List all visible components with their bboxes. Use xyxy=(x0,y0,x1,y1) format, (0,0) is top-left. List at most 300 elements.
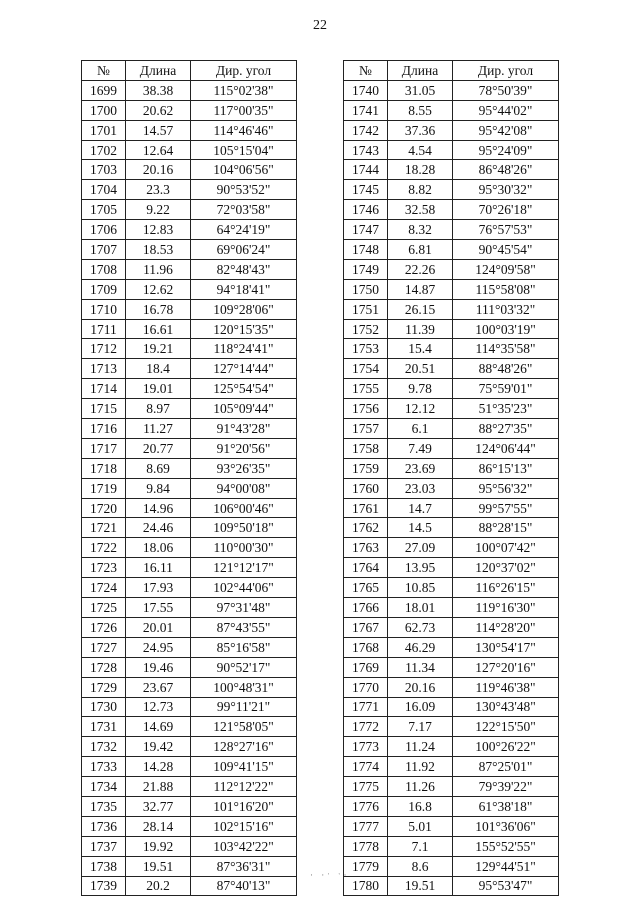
table-row xyxy=(82,478,297,498)
table-row xyxy=(82,578,297,598)
cell-length: 18.28 xyxy=(388,160,453,180)
cell-angle: 61°38'18" xyxy=(453,796,559,816)
cell-length: 8.55 xyxy=(388,100,453,120)
cell-angle: 124°06'44" xyxy=(453,438,559,458)
cell-angle: 122°15'50" xyxy=(453,717,559,737)
cell-angle: 121°12'17" xyxy=(191,558,297,578)
cell-number: 1753 xyxy=(344,339,388,359)
cell-number: 1780 xyxy=(344,876,388,896)
header-number: № xyxy=(82,61,126,81)
cell-angle: 102°44'06" xyxy=(191,578,297,598)
cell-number: 1741 xyxy=(344,100,388,120)
table-row xyxy=(82,538,297,558)
cell-angle: 103°42'22" xyxy=(191,836,297,856)
cell-number: 1763 xyxy=(344,538,388,558)
cell-angle: 115°58'08" xyxy=(453,279,559,299)
cell-number: 1702 xyxy=(82,140,126,160)
cell-number: 1724 xyxy=(82,578,126,598)
cell-angle: 100°07'42" xyxy=(453,538,559,558)
cell-number: 1771 xyxy=(344,697,388,717)
cell-angle: 99°57'55" xyxy=(453,498,559,518)
table-row xyxy=(344,220,559,240)
cell-number: 1746 xyxy=(344,200,388,220)
table-row xyxy=(344,538,559,558)
table-row xyxy=(82,518,297,538)
cell-angle: 87°25'01" xyxy=(453,757,559,777)
cell-number: 1737 xyxy=(82,836,126,856)
table-row xyxy=(344,339,559,359)
cell-number: 1715 xyxy=(82,399,126,419)
cell-length: 6.81 xyxy=(388,240,453,260)
cell-length: 23.03 xyxy=(388,478,453,498)
table-row xyxy=(82,836,297,856)
table-row xyxy=(344,737,559,757)
cell-angle: 95°42'08" xyxy=(453,120,559,140)
cell-angle: 95°44'02" xyxy=(453,100,559,120)
cell-length: 16.78 xyxy=(126,299,191,319)
cell-length: 12.12 xyxy=(388,399,453,419)
cell-angle: 88°28'15" xyxy=(453,518,559,538)
cell-length: 24.46 xyxy=(126,518,191,538)
cell-number: 1752 xyxy=(344,319,388,339)
cell-length: 14.28 xyxy=(126,757,191,777)
cell-length: 20.01 xyxy=(126,617,191,637)
cell-length: 9.84 xyxy=(126,478,191,498)
cell-number: 1749 xyxy=(344,259,388,279)
table-row xyxy=(82,339,297,359)
cell-length: 14.5 xyxy=(388,518,453,538)
table-row xyxy=(82,796,297,816)
cell-number: 1748 xyxy=(344,240,388,260)
cell-number: 1734 xyxy=(82,777,126,797)
table-row xyxy=(344,279,559,299)
cell-angle: 64°24'19" xyxy=(191,220,297,240)
cell-angle: 87°36'31" xyxy=(191,856,297,876)
table-header-row xyxy=(344,61,559,81)
cell-angle: 94°00'08" xyxy=(191,478,297,498)
cell-number: 1710 xyxy=(82,299,126,319)
table-row xyxy=(344,458,559,478)
cell-angle: 82°48'43" xyxy=(191,259,297,279)
cell-angle: 97°31'48" xyxy=(191,598,297,618)
cell-angle: 100°48'31" xyxy=(191,677,297,697)
cell-length: 23.69 xyxy=(388,458,453,478)
cell-angle: 90°52'17" xyxy=(191,657,297,677)
cell-length: 12.73 xyxy=(126,697,191,717)
cell-number: 1767 xyxy=(344,617,388,637)
cell-number: 1731 xyxy=(82,717,126,737)
table-row xyxy=(82,816,297,836)
cell-number: 1699 xyxy=(82,80,126,100)
cell-length: 23.67 xyxy=(126,677,191,697)
cell-number: 1777 xyxy=(344,816,388,836)
cell-angle: 130°54'17" xyxy=(453,637,559,657)
cell-angle: 100°26'22" xyxy=(453,737,559,757)
cell-number: 1740 xyxy=(344,80,388,100)
left-table-body xyxy=(82,80,297,896)
cell-angle: 51°35'23" xyxy=(453,399,559,419)
cell-length: 17.55 xyxy=(126,598,191,618)
cell-angle: 99°11'21" xyxy=(191,697,297,717)
table-row xyxy=(344,200,559,220)
table-row xyxy=(344,856,559,876)
table-row xyxy=(82,180,297,200)
cell-length: 26.15 xyxy=(388,299,453,319)
table-row xyxy=(82,856,297,876)
cell-angle: 129°44'51" xyxy=(453,856,559,876)
cell-angle: 109°50'18" xyxy=(191,518,297,538)
table-row xyxy=(344,80,559,100)
cell-angle: 87°40'13" xyxy=(191,876,297,896)
cell-length: 12.83 xyxy=(126,220,191,240)
cell-length: 16.61 xyxy=(126,319,191,339)
table-row xyxy=(344,578,559,598)
cell-length: 11.96 xyxy=(126,259,191,279)
cell-number: 1726 xyxy=(82,617,126,637)
header-angle: Дир. угол xyxy=(453,61,559,81)
cell-angle: 85°16'58" xyxy=(191,637,297,657)
cell-length: 22.26 xyxy=(388,259,453,279)
cell-length: 8.97 xyxy=(126,399,191,419)
table-row xyxy=(344,240,559,260)
cell-angle: 95°56'32" xyxy=(453,478,559,498)
cell-length: 11.27 xyxy=(126,419,191,439)
cell-length: 19.46 xyxy=(126,657,191,677)
table-row xyxy=(82,697,297,717)
cell-angle: 119°16'30" xyxy=(453,598,559,618)
cell-length: 19.42 xyxy=(126,737,191,757)
cell-angle: 90°45'54" xyxy=(453,240,559,260)
cell-number: 1711 xyxy=(82,319,126,339)
cell-number: 1773 xyxy=(344,737,388,757)
header-length: Длина xyxy=(126,61,191,81)
cell-length: 11.92 xyxy=(388,757,453,777)
table-row xyxy=(344,598,559,618)
cell-number: 1705 xyxy=(82,200,126,220)
cell-length: 24.95 xyxy=(126,637,191,657)
table-row xyxy=(344,677,559,697)
cell-angle: 87°43'55" xyxy=(191,617,297,637)
table-row xyxy=(344,120,559,140)
cell-number: 1714 xyxy=(82,379,126,399)
cell-number: 1720 xyxy=(82,498,126,518)
cell-number: 1764 xyxy=(344,558,388,578)
cell-angle: 70°26'18" xyxy=(453,200,559,220)
table-row xyxy=(344,419,559,439)
table-row xyxy=(344,836,559,856)
cell-number: 1707 xyxy=(82,240,126,260)
cell-length: 20.77 xyxy=(126,438,191,458)
cell-length: 13.95 xyxy=(388,558,453,578)
table-row xyxy=(82,558,297,578)
table-row xyxy=(82,737,297,757)
cell-angle: 102°15'16" xyxy=(191,816,297,836)
cell-length: 9.78 xyxy=(388,379,453,399)
cell-angle: 124°09'58" xyxy=(453,259,559,279)
cell-number: 1738 xyxy=(82,856,126,876)
cell-length: 23.3 xyxy=(126,180,191,200)
cell-angle: 78°50'39" xyxy=(453,80,559,100)
cell-number: 1772 xyxy=(344,717,388,737)
right-table-body xyxy=(344,80,559,896)
cell-angle: 110°00'30" xyxy=(191,538,297,558)
cell-length: 32.77 xyxy=(126,796,191,816)
table-row xyxy=(82,617,297,637)
cell-length: 14.57 xyxy=(126,120,191,140)
table-row xyxy=(82,100,297,120)
cell-length: 31.05 xyxy=(388,80,453,100)
cell-number: 1718 xyxy=(82,458,126,478)
table-row xyxy=(82,598,297,618)
table-row xyxy=(344,637,559,657)
cell-number: 1722 xyxy=(82,538,126,558)
table-row xyxy=(82,160,297,180)
table-header-row xyxy=(82,61,297,81)
cell-number: 1704 xyxy=(82,180,126,200)
cell-length: 11.34 xyxy=(388,657,453,677)
cell-angle: 114°35'58" xyxy=(453,339,559,359)
cell-length: 11.39 xyxy=(388,319,453,339)
cell-number: 1733 xyxy=(82,757,126,777)
cell-number: 1725 xyxy=(82,598,126,618)
table-row xyxy=(82,299,297,319)
cell-length: 27.09 xyxy=(388,538,453,558)
cell-angle: 118°24'41" xyxy=(191,339,297,359)
cell-length: 18.53 xyxy=(126,240,191,260)
cell-angle: 106°00'46" xyxy=(191,498,297,518)
cell-length: 16.8 xyxy=(388,796,453,816)
cell-length: 19.51 xyxy=(388,876,453,896)
table-row xyxy=(82,359,297,379)
cell-length: 15.4 xyxy=(388,339,453,359)
table-row xyxy=(82,438,297,458)
cell-angle: 91°20'56" xyxy=(191,438,297,458)
scan-artifact-marks: · ·ˑ ˑ· xyxy=(310,870,350,880)
table-row xyxy=(344,478,559,498)
table-row xyxy=(344,438,559,458)
cell-length: 37.36 xyxy=(388,120,453,140)
cell-angle: 95°53'47" xyxy=(453,876,559,896)
cell-number: 1721 xyxy=(82,518,126,538)
table-row xyxy=(82,259,297,279)
cell-number: 1730 xyxy=(82,697,126,717)
cell-number: 1768 xyxy=(344,637,388,657)
cell-number: 1776 xyxy=(344,796,388,816)
table-row xyxy=(82,498,297,518)
cell-angle: 127°20'16" xyxy=(453,657,559,677)
table-row xyxy=(82,399,297,419)
cell-number: 1713 xyxy=(82,359,126,379)
table-row xyxy=(344,697,559,717)
cell-angle: 127°14'44" xyxy=(191,359,297,379)
cell-angle: 79°39'22" xyxy=(453,777,559,797)
cell-number: 1761 xyxy=(344,498,388,518)
table-row xyxy=(344,816,559,836)
cell-angle: 115°02'38" xyxy=(191,80,297,100)
cell-angle: 130°43'48" xyxy=(453,697,559,717)
page-number: 22 xyxy=(313,18,327,33)
cell-length: 8.6 xyxy=(388,856,453,876)
cell-length: 11.24 xyxy=(388,737,453,757)
table-row xyxy=(82,140,297,160)
cell-length: 46.29 xyxy=(388,637,453,657)
table-row xyxy=(344,876,559,896)
table-row xyxy=(344,379,559,399)
cell-angle: 119°46'38" xyxy=(453,677,559,697)
cell-length: 8.32 xyxy=(388,220,453,240)
cell-angle: 101°36'06" xyxy=(453,816,559,836)
table-row xyxy=(82,419,297,439)
cell-length: 19.01 xyxy=(126,379,191,399)
cell-angle: 116°26'15" xyxy=(453,578,559,598)
cell-angle: 101°16'20" xyxy=(191,796,297,816)
cell-length: 14.69 xyxy=(126,717,191,737)
table-row xyxy=(344,518,559,538)
cell-length: 17.93 xyxy=(126,578,191,598)
cell-angle: 90°53'52" xyxy=(191,180,297,200)
cell-angle: 88°48'26" xyxy=(453,359,559,379)
cell-angle: 69°06'24" xyxy=(191,240,297,260)
header-length: Длина xyxy=(388,61,453,81)
table-row xyxy=(82,220,297,240)
cell-length: 18.4 xyxy=(126,359,191,379)
cell-length: 20.2 xyxy=(126,876,191,896)
cell-length: 9.22 xyxy=(126,200,191,220)
cell-angle: 91°43'28" xyxy=(191,419,297,439)
table-row xyxy=(344,160,559,180)
cell-angle: 72°03'58" xyxy=(191,200,297,220)
cell-number: 1766 xyxy=(344,598,388,618)
cell-number: 1736 xyxy=(82,816,126,836)
cell-angle: 94°18'41" xyxy=(191,279,297,299)
cell-number: 1708 xyxy=(82,259,126,279)
table-row xyxy=(82,757,297,777)
cell-angle: 114°46'46" xyxy=(191,120,297,140)
cell-length: 7.17 xyxy=(388,717,453,737)
cell-number: 1769 xyxy=(344,657,388,677)
cell-angle: 95°30'32" xyxy=(453,180,559,200)
cell-number: 1743 xyxy=(344,140,388,160)
cell-angle: 120°37'02" xyxy=(453,558,559,578)
cell-length: 20.62 xyxy=(126,100,191,120)
cell-number: 1735 xyxy=(82,796,126,816)
cell-length: 19.92 xyxy=(126,836,191,856)
table-row xyxy=(344,617,559,637)
cell-number: 1774 xyxy=(344,757,388,777)
cell-number: 1703 xyxy=(82,160,126,180)
cell-length: 12.62 xyxy=(126,279,191,299)
cell-number: 1701 xyxy=(82,120,126,140)
cell-length: 8.69 xyxy=(126,458,191,478)
table-row xyxy=(82,677,297,697)
cell-length: 20.51 xyxy=(388,359,453,379)
cell-angle: 88°27'35" xyxy=(453,419,559,439)
cell-angle: 155°52'55" xyxy=(453,836,559,856)
cell-number: 1729 xyxy=(82,677,126,697)
cell-length: 18.01 xyxy=(388,598,453,618)
table-row xyxy=(344,299,559,319)
table-row xyxy=(82,279,297,299)
cell-number: 1700 xyxy=(82,100,126,120)
cell-number: 1739 xyxy=(82,876,126,896)
cell-number: 1775 xyxy=(344,777,388,797)
table-row xyxy=(82,240,297,260)
cell-length: 14.87 xyxy=(388,279,453,299)
table-row xyxy=(82,319,297,339)
table-row xyxy=(82,777,297,797)
cell-length: 20.16 xyxy=(388,677,453,697)
cell-number: 1717 xyxy=(82,438,126,458)
cell-length: 14.96 xyxy=(126,498,191,518)
cell-angle: 75°59'01" xyxy=(453,379,559,399)
cell-length: 19.51 xyxy=(126,856,191,876)
cell-length: 62.73 xyxy=(388,617,453,637)
cell-length: 11.26 xyxy=(388,777,453,797)
cell-length: 7.49 xyxy=(388,438,453,458)
header-angle: Дир. угол xyxy=(191,61,297,81)
cell-number: 1750 xyxy=(344,279,388,299)
cell-number: 1712 xyxy=(82,339,126,359)
cell-length: 16.09 xyxy=(388,697,453,717)
cell-length: 8.82 xyxy=(388,180,453,200)
cell-number: 1716 xyxy=(82,419,126,439)
table-row xyxy=(344,140,559,160)
cell-angle: 105°09'44" xyxy=(191,399,297,419)
cell-length: 38.38 xyxy=(126,80,191,100)
cell-angle: 76°57'53" xyxy=(453,220,559,240)
table-row xyxy=(82,717,297,737)
cell-length: 21.88 xyxy=(126,777,191,797)
cell-length: 12.64 xyxy=(126,140,191,160)
table-row xyxy=(344,319,559,339)
cell-length: 4.54 xyxy=(388,140,453,160)
cell-number: 1709 xyxy=(82,279,126,299)
cell-number: 1745 xyxy=(344,180,388,200)
cell-number: 1760 xyxy=(344,478,388,498)
cell-angle: 111°03'32" xyxy=(453,299,559,319)
table-row xyxy=(82,637,297,657)
table-row xyxy=(82,80,297,100)
cell-length: 16.11 xyxy=(126,558,191,578)
cell-length: 28.14 xyxy=(126,816,191,836)
table-row xyxy=(344,657,559,677)
table-row xyxy=(344,498,559,518)
cell-length: 18.06 xyxy=(126,538,191,558)
cell-length: 32.58 xyxy=(388,200,453,220)
cell-length: 14.7 xyxy=(388,498,453,518)
table-row xyxy=(344,100,559,120)
cell-length: 5.01 xyxy=(388,816,453,836)
cell-length: 10.85 xyxy=(388,578,453,598)
cell-number: 1728 xyxy=(82,657,126,677)
cell-angle: 112°12'22" xyxy=(191,777,297,797)
right-coordinates-table xyxy=(343,60,559,896)
cell-number: 1744 xyxy=(344,160,388,180)
table-row xyxy=(344,796,559,816)
table-row xyxy=(344,757,559,777)
table-row xyxy=(344,180,559,200)
cell-number: 1765 xyxy=(344,578,388,598)
cell-number: 1755 xyxy=(344,379,388,399)
cell-number: 1706 xyxy=(82,220,126,240)
table-row xyxy=(82,876,297,896)
cell-number: 1758 xyxy=(344,438,388,458)
cell-number: 1757 xyxy=(344,419,388,439)
cell-number: 1751 xyxy=(344,299,388,319)
cell-angle: 121°58'05" xyxy=(191,717,297,737)
cell-angle: 120°15'35" xyxy=(191,319,297,339)
cell-number: 1778 xyxy=(344,836,388,856)
